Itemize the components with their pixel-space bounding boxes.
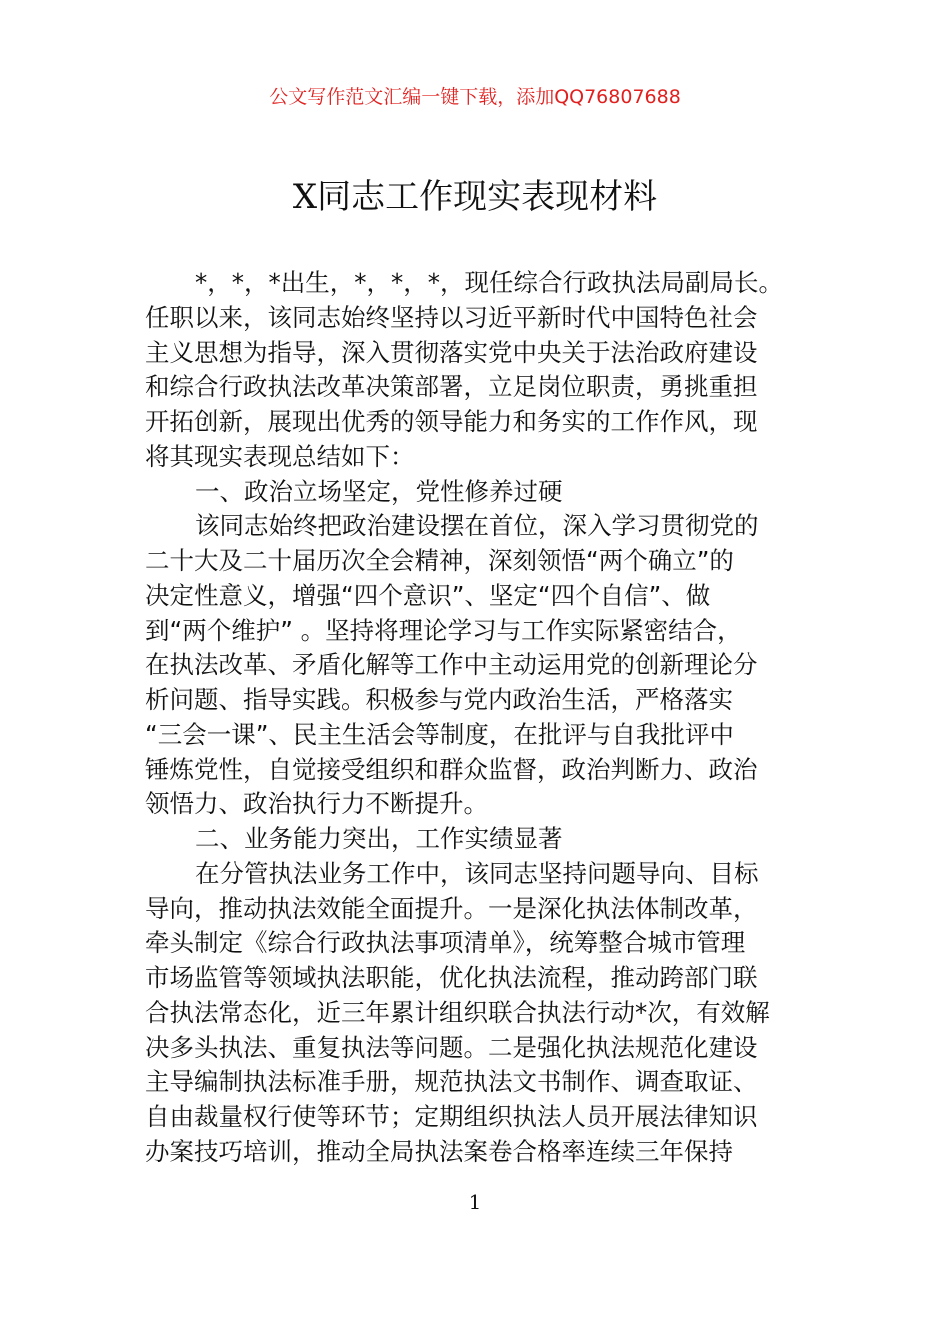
text-line: 二十大及二十届历次全会精神，深刻领悟“两个确立”的 bbox=[145, 546, 734, 575]
text-line: 析问题、指导实践。积极参与党内政治生活，严格落实 bbox=[145, 685, 733, 714]
text-line: “三会一课”、民主生活会等制度，在批评与自我批评中 bbox=[145, 719, 734, 749]
text-line: 在执法改革、矛盾化解等工作中主动运用党的创新理论分 bbox=[145, 650, 758, 680]
download-banner: 公文写作范文汇编一键下载，添加QQ76807688 bbox=[269, 86, 681, 108]
text-line: 决定性意义，增强“四个意识”、坚定“四个自信”、做 bbox=[145, 580, 711, 610]
text-line: 自由裁量权行使等环节；定期组织执法人员开展法律知识 bbox=[145, 1102, 758, 1131]
text-line: 导向，推动执法效能全面提升。一是深化执法体制改革， bbox=[145, 893, 758, 923]
text-line: 决多头执法、重复执法等问题。二是强化执法规范化建设 bbox=[145, 1032, 758, 1062]
text-line: 办案技巧培训，推动全局执法案卷合格率连续三年保持 bbox=[145, 1136, 733, 1166]
text-line: 将其现实表现总结如下： bbox=[145, 441, 415, 471]
text-line: 和综合行政执法改革决策部署，立足岗位职责，勇挑重担 bbox=[145, 372, 758, 402]
text-line: 主义思想为指导，深入贯彻落实党中央关于法治政府建设 bbox=[145, 337, 758, 367]
text-line: 主导编制执法标准手册，规范执法文书制作、调查取证、 bbox=[145, 1067, 758, 1097]
text-line: 领悟力、政治执行力不断提升。 bbox=[145, 789, 488, 819]
text-line: 在分管执法业务工作中，该同志坚持问题导向、目标 bbox=[195, 858, 759, 888]
text-line: 合执法常态化，近三年累计组织联合执法行动*次，有效解 bbox=[145, 997, 770, 1027]
text-line: 二、业务能力突出，工作实绩显著 bbox=[195, 824, 563, 853]
page-number: 1 bbox=[468, 1190, 482, 1214]
text-line: 市场监管等领域执法职能，优化执法流程，推动跨部门联 bbox=[145, 963, 758, 992]
text-line: 该同志始终把政治建设摆在首位，深入学习贯彻党的 bbox=[195, 511, 759, 541]
text-line: *，*，*出生，*，*，*，现任综合行政执法局副局长。 bbox=[195, 268, 783, 297]
text-line: 锤炼党性，自觉接受组织和群众监督，政治判断力、政治 bbox=[145, 754, 758, 784]
text-line: 开拓创新，展现出优秀的领导能力和务实的工作作风，现 bbox=[145, 407, 758, 436]
document-body bbox=[145, 266, 810, 1170]
document-title: X同志工作现实表现材料 bbox=[292, 177, 658, 217]
text-line: 到“两个维护” 。坚持将理论学习与工作实际紧密结合， bbox=[145, 615, 742, 645]
text-line: 一、政治立场坚定，党性修养过硬 bbox=[195, 476, 563, 506]
text-line: 任职以来，该同志始终坚持以习近平新时代中国特色社会 bbox=[145, 302, 758, 332]
text-line: 牵头制定《综合行政执法事项清单》，统筹整合城市管理 bbox=[145, 928, 746, 958]
